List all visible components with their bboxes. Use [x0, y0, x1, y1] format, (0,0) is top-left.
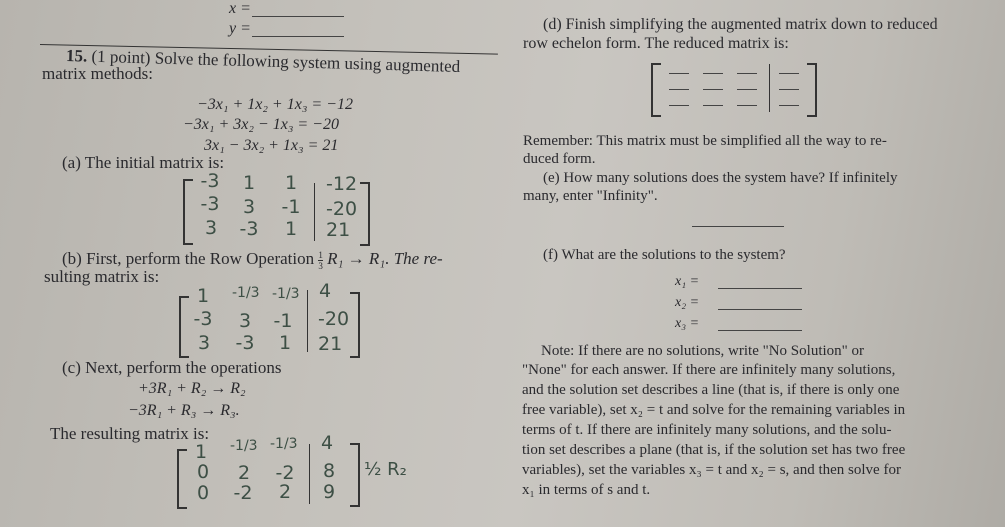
matrix-cell[interactable]: 2	[278, 481, 292, 503]
reduced-matrix-blank[interactable]	[779, 73, 799, 74]
matrix-cell[interactable]: 9	[322, 481, 336, 503]
reduced-matrix-blank[interactable]	[703, 73, 723, 74]
matrix-cell[interactable]: -3	[200, 170, 220, 192]
note-line: x₁ in terms of s and t.	[522, 482, 651, 498]
matrix-cell[interactable]: -20	[318, 308, 350, 330]
matrix-cell[interactable]: -12	[326, 173, 358, 195]
row-op-2: −3R₁ + R₃ → R₃.	[128, 402, 240, 419]
note-line: terms of t. If there are infinitely many solutions, and the solu-	[522, 422, 892, 438]
reduced-matrix-blank[interactable]	[669, 73, 689, 74]
matrix-left-bracket	[183, 179, 193, 245]
x2-answer-blank[interactable]	[718, 309, 802, 310]
matrix-cell[interactable]: 1	[284, 218, 298, 240]
handwritten-note: ½ R₂	[364, 459, 407, 480]
matrix-cell[interactable]: -1/3	[272, 286, 300, 302]
row-op-1: +3R₁ + R₂ → R₂	[138, 380, 246, 397]
reduced-matrix-blank[interactable]	[669, 89, 689, 90]
matrix-cell[interactable]: 4	[320, 432, 334, 454]
matrix-cell[interactable]: 1	[242, 172, 256, 194]
augment-bar	[307, 290, 308, 352]
matrix-cell[interactable]: -1/3	[230, 438, 258, 454]
equation-1: −3x₁ + 1x₂ + 1x₃ = −12	[197, 96, 353, 113]
x3-label: x₃ =	[675, 316, 700, 331]
matrix-cell[interactable]: 3	[204, 217, 218, 239]
matrix-cell[interactable]: 1	[196, 285, 210, 307]
matrix-cell[interactable]: 21	[318, 333, 343, 355]
matrix-cell[interactable]: -3	[235, 332, 255, 354]
remember-line-2: duced form.	[523, 151, 596, 167]
matrix-cell[interactable]: 1	[284, 172, 298, 194]
matrix-cell[interactable]: 3	[238, 310, 252, 332]
matrix-cell[interactable]: -20	[326, 198, 358, 220]
solution-count-blank[interactable]	[692, 226, 784, 227]
y-answer-label: y =	[229, 20, 251, 37]
matrix-cell[interactable]: -1	[281, 196, 301, 218]
matrix-cell[interactable]: -1/3	[270, 436, 298, 452]
matrix-right-bracket	[350, 443, 360, 507]
matrix-cell[interactable]: 3	[197, 332, 211, 354]
matrix-left-bracket	[651, 63, 661, 117]
note-line: Note: If there are no solutions, write "No Solution" or	[541, 343, 865, 359]
part-b-label-post: R₁ → R₁. The re-	[327, 249, 443, 268]
matrix-cell[interactable]: -3	[193, 308, 213, 330]
note-line: "None" for each answer. If there are infinitely many solutions,	[522, 362, 896, 378]
note-line: tion set describes a plane (that is, if the solution set has two free	[522, 442, 906, 458]
problem-points: (1 point)	[91, 46, 151, 68]
augment-bar	[769, 64, 770, 112]
reduced-matrix-blank[interactable]	[737, 89, 757, 90]
matrix-right-bracket	[807, 63, 817, 117]
part-a-label: (a) The initial matrix is:	[62, 153, 225, 172]
remember-line-1: Remember: This matrix must be simplified all the way to re-	[523, 133, 887, 149]
matrix-right-bracket	[350, 292, 360, 358]
matrix-cell[interactable]: 0	[196, 461, 210, 483]
augment-bar	[314, 183, 315, 241]
matrix-cell[interactable]: 1	[278, 332, 292, 354]
x-answer-label: x =	[229, 0, 251, 17]
part-e-label-1: (e) How many solutions does the system have? If infinitely	[543, 170, 898, 186]
part-b-label-pre: (b) First, perform the Row Operation	[62, 249, 315, 268]
y-answer-blank[interactable]	[252, 36, 344, 37]
part-d-label-1: (d) Finish simplifying the augmented matrix down to reduced	[543, 16, 938, 33]
augment-bar	[309, 444, 310, 504]
row-op-fraction-denominator: 3	[318, 260, 323, 271]
part-c-label-2: The resulting matrix is:	[50, 424, 210, 443]
matrix-cell[interactable]: -1/3	[232, 285, 260, 301]
matrix-right-bracket	[360, 182, 370, 246]
note-line: free variable), set x₂ = t and solve for the remaining variables in	[522, 402, 906, 418]
matrix-cell[interactable]: 1	[194, 441, 208, 463]
x-answer-blank[interactable]	[252, 16, 344, 17]
x3-answer-blank[interactable]	[718, 330, 802, 331]
part-b-label-2: sulting matrix is:	[44, 267, 160, 286]
matrix-cell[interactable]: -3	[200, 193, 220, 215]
reduced-matrix-blank[interactable]	[779, 105, 799, 106]
matrix-left-bracket	[179, 296, 189, 358]
part-d-label-2: row echelon form. The reduced matrix is:	[523, 35, 789, 52]
problem-number: 15.	[65, 46, 88, 66]
part-c-label: (c) Next, perform the operations	[62, 358, 282, 377]
matrix-cell[interactable]: -1	[273, 310, 293, 332]
equation-2: −3x₁ + 3x₂ − 1x₃ = −20	[183, 116, 339, 133]
row-op-fraction-numerator: 1	[318, 249, 323, 260]
x1-label: x₁ =	[675, 274, 700, 289]
matrix-cell[interactable]: -3	[239, 218, 259, 240]
x1-answer-blank[interactable]	[718, 288, 802, 289]
note-line: and the solution set describes a line (that is, if there is only one	[522, 382, 900, 398]
equation-3: 3x₁ − 3x₂ + 1x₃ = 21	[204, 137, 339, 154]
part-f-label: (f) What are the solutions to the system?	[543, 247, 786, 263]
problem-intro: Solve the following system using augmented	[154, 48, 461, 77]
reduced-matrix-blank[interactable]	[669, 105, 689, 106]
matrix-cell[interactable]: 3	[242, 196, 256, 218]
note-line: variables), set the variables x₃ = t and x₂ = s, and then solve for	[522, 462, 901, 478]
matrix-cell[interactable]: -2	[275, 462, 295, 484]
reduced-matrix-blank[interactable]	[737, 73, 757, 74]
row-op-fraction	[318, 250, 323, 271]
reduced-matrix-blank[interactable]	[779, 89, 799, 90]
matrix-cell[interactable]: 8	[322, 460, 336, 482]
reduced-matrix-blank[interactable]	[737, 105, 757, 106]
x2-label: x₂ =	[675, 295, 700, 310]
matrix-cell[interactable]: 0	[196, 482, 210, 504]
part-e-label-2: many, enter "Infinity".	[523, 188, 658, 204]
reduced-matrix-blank[interactable]	[703, 105, 723, 106]
matrix-left-bracket	[177, 449, 187, 509]
matrix-cell[interactable]: 4	[318, 280, 332, 302]
problem-intro-2: matrix methods:	[42, 64, 153, 83]
matrix-cell[interactable]: 21	[326, 219, 351, 241]
matrix-cell[interactable]: -2	[233, 482, 253, 504]
matrix-cell[interactable]: 2	[237, 462, 251, 484]
reduced-matrix-blank[interactable]	[703, 89, 723, 90]
